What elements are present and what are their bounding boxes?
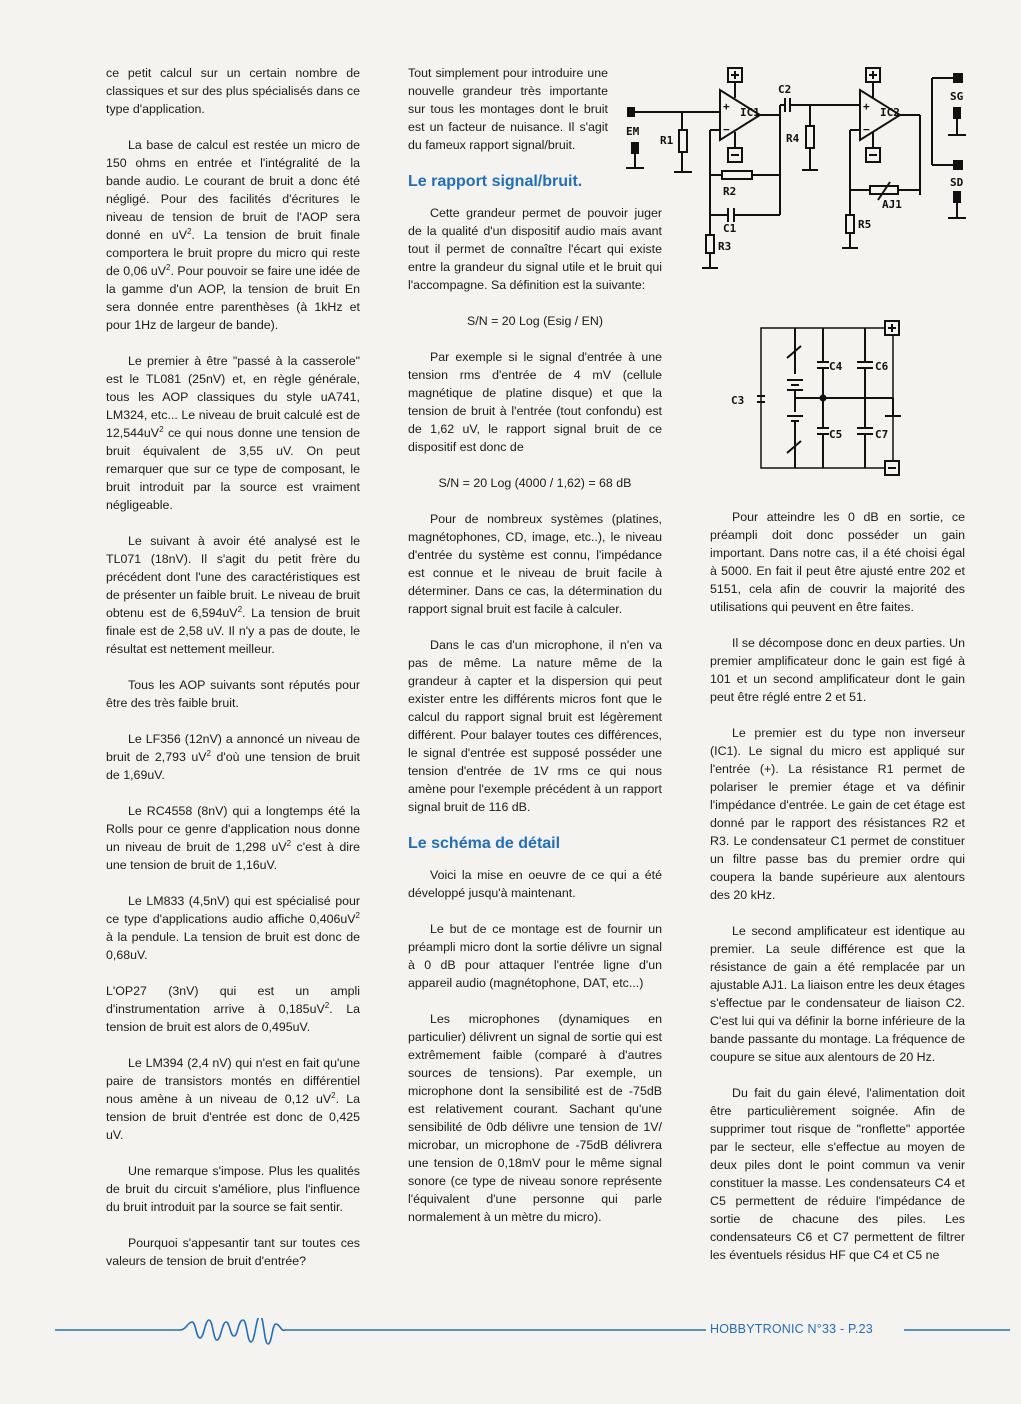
- label-c1: C1: [723, 222, 737, 235]
- page-footer: HOBBYTRONIC N°33 - P.23: [707, 1322, 876, 1336]
- label-aj1: AJ1: [882, 198, 902, 211]
- label-r4: R4: [786, 132, 800, 145]
- paragraph: Tous les AOP suivants sont réputés pour être des très faible bruit.: [106, 678, 360, 710]
- minus-sign: −: [863, 123, 870, 136]
- plus-sign: +: [723, 100, 730, 113]
- paragraph: Le RC4558 (8nV) qui a longtemps été la Rolls pour ce genre d'application nous donne un niveau de bruit de 1,298 $uV^2$ c'est à dire une tension de bruit de 1,16uV.: [106, 804, 360, 872]
- label-r5: R5: [858, 218, 872, 231]
- formula: S/N = 20 Log (Esig / EN): [466, 314, 603, 328]
- label-ic1: IC1: [740, 106, 760, 119]
- section-heading: Le rapport signal/bruit.: [408, 173, 583, 190]
- label-c6: C6: [875, 360, 889, 373]
- text-column-3: [710, 508, 965, 1282]
- paragraph: Le premier est du type non inverseur (IC1). Le signal du micro est appliqué sur l'entrée (+). La résistance R1 permet de polariser le premier étage et va définir l'impédance d'entrée. Le gain de cet étage est donné par le rapport des résistances R2 et R3. Le condensateur C1 permet de constituer un filtre passe bas du premier ordre qui coupera la bande supérieure aux alentours des 20 kHz.: [710, 726, 965, 902]
- label-c5: C5: [829, 428, 843, 441]
- paragraph: Les microphones (dynamiques en particulier) délivrent un signal de sortie qui est extrêmement faible (comparé à d'autres sources de tensions). Par exemple, un microphone dont la sensibilité est de -75dB est relativement courant. Sachant qu'une sensibilité de 0db délivre une tension de 1V/ microbar, un microphone de -75dB délivrera une tension de 0,18mV pour le même signal sonore (ce type de niveau sonore représente l'équivalent d'une personne qui parle normalement à un mètre du micro).: [408, 1012, 662, 1224]
- paragraph: Le LM394 (2,4 nV) qui n'est en fait qu'une paire de transistors montés en différentiel nous amène à un niveau de 0,12 $uV^2$. La tension de bruit d'entrée est donc de 0,425 uV.: [106, 1056, 360, 1142]
- minus-sign: −: [723, 123, 730, 136]
- paragraph: Par exemple si le signal d'entrée à une tension rms d'entrée de 4 mV (cellule magnétique de platine disque) et que la tension de bruit à l'entrée (tout confondu) est de 1,62 uV, le rapport signal bruit de ce dispositif est donc de: [408, 350, 662, 454]
- paragraph: Pour atteindre les 0 dB en sortie, ce préampli doit donc posséder un gain important. Dans notre cas, il a été choisi égal à 5000. En fait il peut être ajusté entre 202 et 5151, cela afin de couvrir la majorité des utilisations qui peuvent en être faites.: [710, 510, 965, 614]
- paragraph: Le LM833 (4,5nV) qui est spécialisé pour ce type d'applications audio affiche $0,406uV^2$ à la pendule. La tension de bruit est donc de 0,68uV.: [106, 894, 360, 962]
- paragraph: ce petit calcul sur un certain nombre de classiques et sur des plus spécialisés dans ce type d'application.: [106, 66, 360, 116]
- label-c3: C3: [731, 394, 745, 407]
- label-c4: C4: [829, 360, 843, 373]
- label-c2: C2: [778, 83, 792, 96]
- paragraph: Le premier à être "passé à la casserole" est le TL081 (25nV) et, en règle générale, tous les AOP classiques du style uA741, LM324, etc... Le niveau de bruit calculé est de $12,544uV^2$ ce qui nous donne une tension de bruit équivalent de 3,55 uV. On peut remarquer que sur ce type de composant, le bruit introduit par la source est vraiment négligeable.: [106, 354, 360, 512]
- paragraph: Le but de ce montage est de fournir un préampli micro dont la sortie délivre un signal à 0 dB pour attaquer l'entrée ligne d'un appareil audio (magnétophone, DAT, etc...): [408, 922, 662, 990]
- text-column-1: [106, 64, 360, 1288]
- label-c7: C7: [875, 428, 889, 441]
- paragraph: Le LF356 (12nV) a annoncé un niveau de bruit de 2,793 $uV^2$ d'où une tension de bruit de 1,69uV.: [106, 732, 360, 782]
- label-em: EM: [626, 125, 640, 138]
- paragraph: Dans le cas d'un microphone, il n'en va pas de même. La nature même de la grandeur à capter et la dispersion qui peut exister entre les différents micros font que le calcul du rapport signal bruit est légèrement différent. Pour balayer toutes ces différences, le signal d'entrée est supposé posséder une tension d'entrée de 1V rms ce qui nous amène pour l'exemple précédent à un rapport signal bruit de 116 dB.: [408, 638, 662, 814]
- label-r3: R3: [718, 240, 732, 253]
- paragraph: Il se décompose donc en deux parties. Un premier amplificateur donc le gain est figé à 101 et un second amplificateur dont le gain peut être réglé entre 2 et 51.: [710, 636, 965, 704]
- paragraph: Du fait du gain élevé, l'alimentation doit être particulièrement soignée. Afin de supprimer tout risque de "ronflette" apportée par le secteur, elle s'effectue au moyen de deux piles dont le point commun va venir constituer la masse. Les condensateurs C4 et C5 permettent de réduire l'impédance de sortie de chacune des piles. Les condensateurs C6 et C7 permettent de filtrer les éventuels résidus HF que C4 et C5 ne: [710, 1086, 965, 1262]
- label-ic2: IC2: [880, 106, 900, 119]
- section-heading: Le schéma de détail: [408, 835, 561, 852]
- label-sg: SG: [950, 90, 964, 103]
- paragraph: La base de calcul est restée un micro de 150 ohms en entrée et l'intégralité de la bande audio. Le courant de bruit a donc été négligé. Pour des facilités d'écritures le niveau de tension de bruit de l'AOP sera donné en $uV^2$. La tension de bruit finale comportera le bruit propre du micro qui reste de 0,06 $uV^2$. Pour pouvoir se faire une idée de la gamme d'un AOP, la tension de bruit En sera donnée entre parenthèses (à 1kHz et pour 1Hz de largeur de bande).: [106, 138, 360, 332]
- preamp-schematic: [620, 60, 980, 280]
- label-r1: R1: [660, 134, 674, 147]
- label-r2: R2: [723, 185, 737, 198]
- paragraph: Voici la mise en oeuvre de ce qui a été développé jusqu'à maintenant.: [408, 868, 662, 900]
- paragraph: Pourquoi s'appesantir tant sur toutes ces valeurs de tension de bruit d'entrée?: [106, 1236, 360, 1268]
- paragraph: Une remarque s'impose. Plus les qualités de bruit du circuit s'améliore, plus l'influence du bruit introduit par la source se fait sentir.: [106, 1164, 360, 1214]
- plus-sign: +: [863, 100, 870, 113]
- paragraph: L'OP27 (3nV) qui est un ampli d'instrumentation arrive à $0,185uV^2$. La tension de bruit est alors de 0,495uV.: [106, 984, 360, 1034]
- paragraph: Pour de nombreux systèmes (platines, magnétophones, CD, image, etc..), le niveau d'entrée du système est connu, l'impédance est connue et le niveau de bruit facile à déterminer. Dans ce cas, la détermination du rapport signal bruit est facile à calculer.: [408, 512, 662, 616]
- power-supply-schematic: [725, 318, 915, 478]
- paragraph: Le second amplificateur est identique au premier. La seule différence est que la résistance de gain a été remplacée par un ajustable AJ1. La liaison entre les deux étages s'effectue par le condensateur de liaison C2. C'est lui qui va définir la borne inférieure de la bande passante du montage. La fréquence de coupure se situe aux alentours de 20 Hz.: [710, 924, 965, 1064]
- label-sd: SD: [950, 176, 964, 189]
- formula: S/N = 20 Log (4000 / 1,62) = 68 dB: [438, 476, 632, 490]
- paragraph: Cette grandeur permet de pouvoir juger de la qualité d'un dispositif audio mais avant tout il permet de connaître l'écart qui existe entre la grandeur du signal utile et le bruit qui l'accompagne. Sa définition est la suivante:: [408, 206, 662, 292]
- paragraph: Le suivant à avoir été analysé est le TL071 (18nV). Il s'agit du petit frère du précédent dont l'une des caractéristiques est de présenter un faible bruit. Le niveau de bruit obtenu est de $6,594uV^2$. La tension de bruit finale est de 2,58 uV. Il n'y a pas de doute, le résultat est nettement meilleur.: [106, 534, 360, 656]
- paragraph: Tout simplement pour introduire une nouvelle grandeur très importante sur tous les montages dont le bruit est un facteur de nuisance. Il s'agit du fameux rapport signal/bruit.: [408, 66, 608, 152]
